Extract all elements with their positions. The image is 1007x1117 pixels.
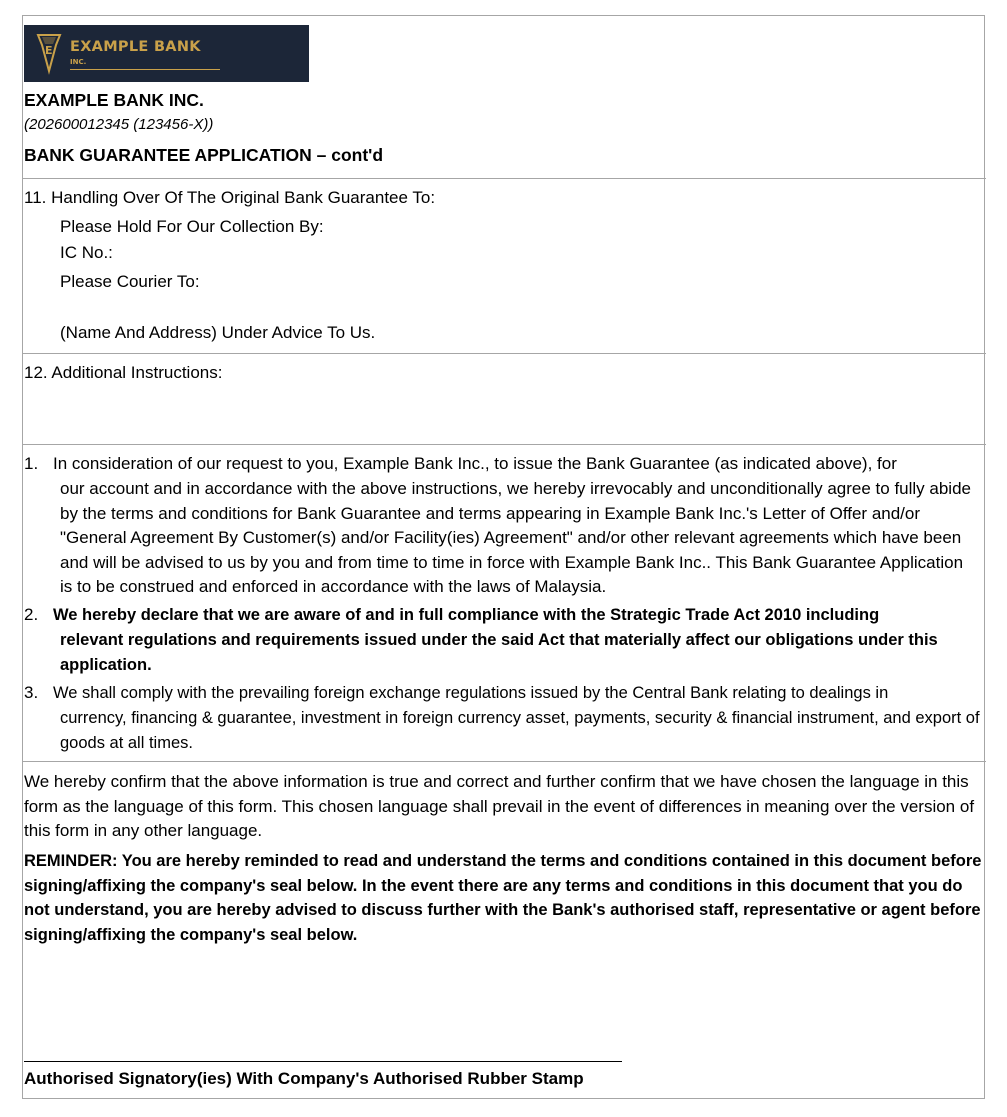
declaration-text: relevant regulations and requirements issued under the said Act that materially affect our obligations under this application. [60,631,938,674]
ic-no-label: IC No.: [60,243,113,262]
registration-number: (202600012345 (123456-X)) [24,116,214,133]
bank-logo [24,25,309,82]
declaration-text: currency, financing & guarantee, investment in foreign currency asset, payments, security & financial instrument, and export of goods at all times. [60,709,980,752]
signature-label: Authorised Signatory(ies) With Company's Authorised Rubber Stamp [24,1069,584,1088]
logo-text: EXAMPLE BANK [70,39,201,55]
hold-collection-label: Please Hold For Our Collection By: [60,217,324,236]
declaration-number: 1. [24,454,39,473]
name-address-label: (Name And Address) Under Advice To Us. [60,323,376,342]
divider [22,353,986,354]
declaration-number: 3. [24,683,39,702]
bank-name: EXAMPLE BANK INC. [24,90,204,110]
declaration-first-line: In consideration of our request to you, Example Bank Inc., to issue the Bank Guarantee (as indicated above), for [53,454,897,473]
reminder-text: REMINDER: You are hereby reminded to read and understand the terms and conditions contained in this document before signing/affixing the company's seal below. In the event there are any terms and conditions in this document that you do not understand, you are hereby advised to discuss further with the Bank's authorised staff, representative or agent before signing/affixing the company's seal below. [24,852,982,944]
declaration-text: our account and in accordance with the above instructions, we hereby irrevocably and unconditionally agree to fully abide by the terms and conditions for Bank Guarantee and terms appearing in Example Bank Inc.'s Letter of Offer and/or "General Agreement By Customer(s) and/or Facility(ies) Agreement" and/or other relevant agreements which have been and will be advised to us by you and from time to time in force with Example Bank Inc.. This Bank Guarantee Application is to be construed and enforced in accordance with the laws of Malaysia. [60,479,971,596]
courier-label: Please Courier To: [60,272,200,291]
declaration-number: 2. [24,605,39,624]
signature-line [24,1061,622,1062]
declaration-first-line: We hereby declare that we are aware of and in full compliance with the Strategic Trade Act 2010 including [53,606,880,624]
section-11-heading: 11. Handling Over Of The Original Bank Guarantee To: [24,188,436,207]
divider [22,761,986,762]
svg-text:E: E [45,44,53,57]
bank-shield-icon [36,31,62,75]
divider [22,178,986,179]
form-title: BANK GUARANTEE APPLICATION – cont'd [24,145,384,165]
logo-rule [70,69,220,70]
declaration-first-line: We shall comply with the prevailing foreign exchange regulations issued by the Central Bank relating to dealings in [53,684,889,702]
divider [22,444,986,445]
confirmation-text: We hereby confirm that the above information is true and correct and further confirm that we have chosen the language in this form as the language of this form. This chosen language shall prevail in the event of differences in meaning over the version of this form in any other language. [24,772,975,840]
logo-subtext: INC. [70,58,87,66]
section-12-heading: 12. Additional Instructions: [24,363,223,382]
